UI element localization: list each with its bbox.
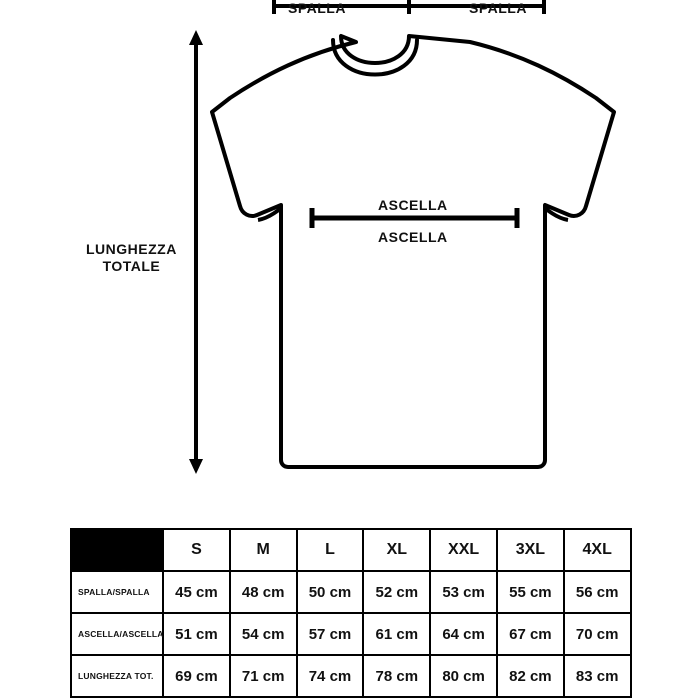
cell-shoulder-xxl: 53 cm	[430, 571, 497, 613]
cell-chest-xxl: 64 cm	[430, 613, 497, 655]
cell-length-xl: 78 cm	[363, 655, 430, 697]
cell-shoulder-m: 48 cm	[230, 571, 297, 613]
size-header-l: L	[297, 529, 364, 571]
label-shoulder-left: SPALLA	[288, 0, 346, 16]
cell-shoulder-3xl: 55 cm	[497, 571, 564, 613]
label-total-length	[86, 241, 177, 275]
label-shoulder-right: SPALLA	[469, 0, 527, 16]
cell-length-3xl: 82 cm	[497, 655, 564, 697]
cell-chest-m: 54 cm	[230, 613, 297, 655]
table-row	[71, 571, 631, 613]
cell-chest-s: 51 cm	[163, 613, 230, 655]
label-chest-top: ASCELLA	[378, 197, 448, 213]
row-label-shoulder: SPALLA/SPALLA	[71, 571, 163, 613]
table-corner-cell	[71, 529, 163, 571]
cell-length-m: 71 cm	[230, 655, 297, 697]
cell-shoulder-l: 50 cm	[297, 571, 364, 613]
cell-length-4xl: 83 cm	[564, 655, 631, 697]
tshirt-outline	[212, 36, 614, 467]
cell-length-s: 69 cm	[163, 655, 230, 697]
size-header-3xl: 3XL	[497, 529, 564, 571]
size-header-s: S	[163, 529, 230, 571]
size-header-4xl: 4XL	[564, 529, 631, 571]
label-total-length-line1: LUNGHEZZA	[86, 241, 177, 257]
cell-shoulder-s: 45 cm	[163, 571, 230, 613]
cell-chest-xl: 61 cm	[363, 613, 430, 655]
label-total-length-line2: TOTALE	[102, 258, 161, 274]
cell-chest-l: 57 cm	[297, 613, 364, 655]
cell-shoulder-xl: 52 cm	[363, 571, 430, 613]
size-header-m: M	[230, 529, 297, 571]
length-measure-line	[189, 30, 203, 474]
size-table-wrapper	[70, 528, 630, 698]
cell-shoulder-4xl: 56 cm	[564, 571, 631, 613]
table-row	[71, 613, 631, 655]
size-table	[70, 528, 632, 698]
label-chest-bottom: ASCELLA	[378, 229, 448, 245]
size-header-xl: XL	[363, 529, 430, 571]
table-row	[71, 655, 631, 697]
cell-chest-3xl: 67 cm	[497, 613, 564, 655]
row-label-chest: ASCELLA/ASCELLA	[71, 613, 163, 655]
row-label-length: LUNGHEZZA TOT.	[71, 655, 163, 697]
size-header-xxl: XXL	[430, 529, 497, 571]
table-header-row	[71, 529, 631, 571]
cell-length-xxl: 80 cm	[430, 655, 497, 697]
cell-length-l: 74 cm	[297, 655, 364, 697]
cell-chest-4xl: 70 cm	[564, 613, 631, 655]
